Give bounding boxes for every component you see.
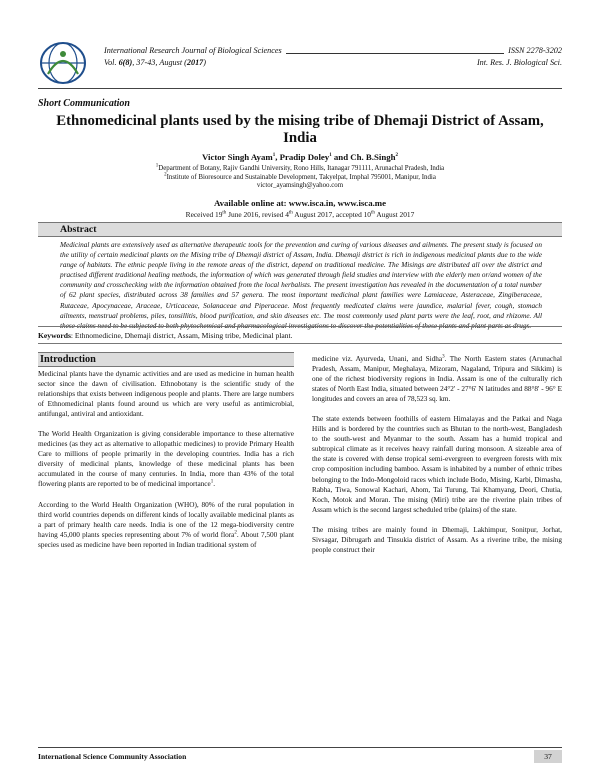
abstract-text: Medicinal plants are extensively used as alternative therapeutic tools for the prevention and curing of various diseases and ailments. The present study is focused on the utility of certain medicinal plants on the Mising tribe of Dhemaji district of Assam, India. Dhemaji district is rich in indigenous medicinal plants due to the wide range of habitats. The ethnic people living in the remote areas of the district, depend on traditional medicine. The Misings are distributed all over the district and practised different traditional healing methods, the information of which was generated through field studies and interview with the elderly men or/and women of the community and crosschecking with the information obtained from the local herbalists. The present investigation has revealed in the documentation of a total number of 62 plant species, distributed across 38 families and 57 genera. The most important medicinal plant families were Lamiaceae, Asteraceae, Zingiberaceae, Rutaceae, Apocynaceae, Araceae, Urticaceae, Solanaceae and Piperaceae. Most frequently medicated claims were jaundice, malarial fever, cough, stomach ailments, menstrual problems, piles, tonsillitis, blood purification, and skin diseases etc. The most commonly used plant parts were the leaf, root, and rhizome. All these claims need to be subjected to both phytochemical and pharmacological investigations to discover the potentialities of these plants and plant parts as drugs. bbox=[60, 241, 542, 330]
journal-header-line bbox=[104, 46, 562, 56]
author-list: Victor Singh Ayam$^1$, Pradip Doley$^1$ and Ch. B.Singh$^2$ bbox=[201, 152, 399, 162]
article-type: Short Communication bbox=[38, 98, 130, 109]
intro-paragraph-2: The World Health Organization is giving considerable importance to these alternative medicines (as they act as alternative to allopathic medicines) to provide Primary Health Care to millions of people primarily in the developing countries. India has a rich diversity of medicinal plants, knowledge of these medicinal plants has been accumulated in the course of many centuries. In India, more than 43% of the total flowering plants are reported to be of medicinal importance$^1$. bbox=[38, 430, 294, 489]
footer-association: International Science Community Association bbox=[38, 752, 187, 761]
affiliation-1: $^1$Department of Botany, Rajiv Gandhi University, Rono Hills, Itanagar 791111, Arunachal Pradesh, India bbox=[155, 163, 445, 172]
intro-paragraph-1: Medicinal plants have the dynamic activities and are used as medicine in human health sector since the dawn of civilisation. Ethnobotany is the scientific study of the relationships that exists between indigenous people and plants. There are large numbers of Ethnomedicinal plants found around us which are very useful as antimicrobial, antifungal, antiviral and antioxidant. bbox=[38, 370, 294, 419]
keywords-line: Keywords: Ethnomedicine, Dhemaji district, Assam, Mising tribe, Medicinal plant. bbox=[38, 331, 293, 340]
header-divider bbox=[38, 88, 562, 89]
page-number: 37 bbox=[534, 750, 562, 763]
introduction-heading-band bbox=[38, 352, 294, 367]
intro-paragraph-4: medicine viz. Ayurveda, Unani, and Sidha$^3$. The North Eastern states (Arunachal Pradesh, Assam, Manipur, Meghalaya, Mizoram, Nagaland, Tripura and Sikkim) is one of the richest biodiversity regions in India. Assam is one of the culturally rich states of North East India, situated between 24°2' - 27°6' N latitudes and 88°8' - 96° E longitudes and covers an area of 78,523 sq. km. bbox=[312, 354, 563, 404]
volume-info: Vol. 6(8), 37-43, August (2017) bbox=[104, 58, 206, 67]
footer-divider bbox=[38, 747, 562, 748]
affiliations bbox=[38, 165, 562, 191]
journal-abbrev: Int. Res. J. Biological Sci. bbox=[476, 58, 562, 67]
journal-logo bbox=[38, 40, 88, 86]
received-dates: Received 19th June 2016, revised 4th August 2017, accepted 10th August 2017 bbox=[185, 210, 415, 219]
availability-line: Available online at: www.isca.in, www.isca.me bbox=[213, 198, 387, 208]
article-title: Ethnomedicinal plants used by the mising tribe of Dhemaji District of Assam, India bbox=[56, 113, 544, 146]
intro-paragraph-6: The mising tribes are mainly found in Dhemaji, Lakhimpur, Sonitpur, Jorhat, Sivsagar, Dibrugarh and Tinsukia district of Assam. As a riverine tribe, the mising people construct their bbox=[312, 525, 562, 554]
left-column bbox=[38, 369, 294, 560]
affiliation-2: $^2$Institute of Bioresource and Sustainable Development, Takyelpat, Imphal 795001, Manipur, India bbox=[164, 172, 436, 181]
keywords-divider bbox=[38, 343, 562, 344]
header-underline bbox=[286, 46, 504, 54]
journal-name: International Research Journal of Biological Sciences bbox=[104, 46, 282, 55]
intro-paragraph-3: According to the World Health Organization (WHO), 80% of the rural population in third world countries depends on different kinds of locally available medicinal plants as a part of primary health care needs. India is one of the 12 mega-biodiversity centre having 45,000 plants species representing about 7% of world flora$^2$. About 7,500 plant species used as medicine have been reported in Indian traditional system of bbox=[38, 500, 294, 549]
issn: ISSN 2278-3202 bbox=[508, 46, 562, 55]
abstract-heading: Abstract bbox=[60, 224, 97, 235]
abstract-heading-band bbox=[38, 222, 562, 237]
right-column bbox=[312, 354, 562, 565]
abstract-divider bbox=[38, 326, 562, 327]
intro-paragraph-5: The state extends between foothills of eastern Himalayas and the Patkai and Naga Hills and is bordered by the countries such as Bhutan to the north-west, Bangladesh to the south-west and Myanmar to the south. Assam has a humid tropical and subtropical climate as it receives heavy rainfall during monsoon. A sizeable area of the state is covered with dense tropical semi-evergreen to evergreen forests with mix crop composition including bamboo. Assam is inhabited by a number of ethnic tribes belonging to the Indo-Mongoloid races which include Bodo, Mising, Karbi, Dimasha, Rabha, Tiwa, Sonowal Kachari, Ahom, Tai Turung, Tai Khamyang, Deori, Chutia, Koch, Motok and Moran. The mising (Miri) tribe are the riverine plain tribes of Assam which is the second largest scheduled tribe (plains) of the state. bbox=[312, 415, 562, 514]
introduction-heading: Introduction bbox=[40, 354, 96, 365]
author-email[interactable]: victor_ayamsingh@yahoo.com bbox=[256, 182, 344, 190]
journal-volume-line bbox=[104, 58, 562, 68]
